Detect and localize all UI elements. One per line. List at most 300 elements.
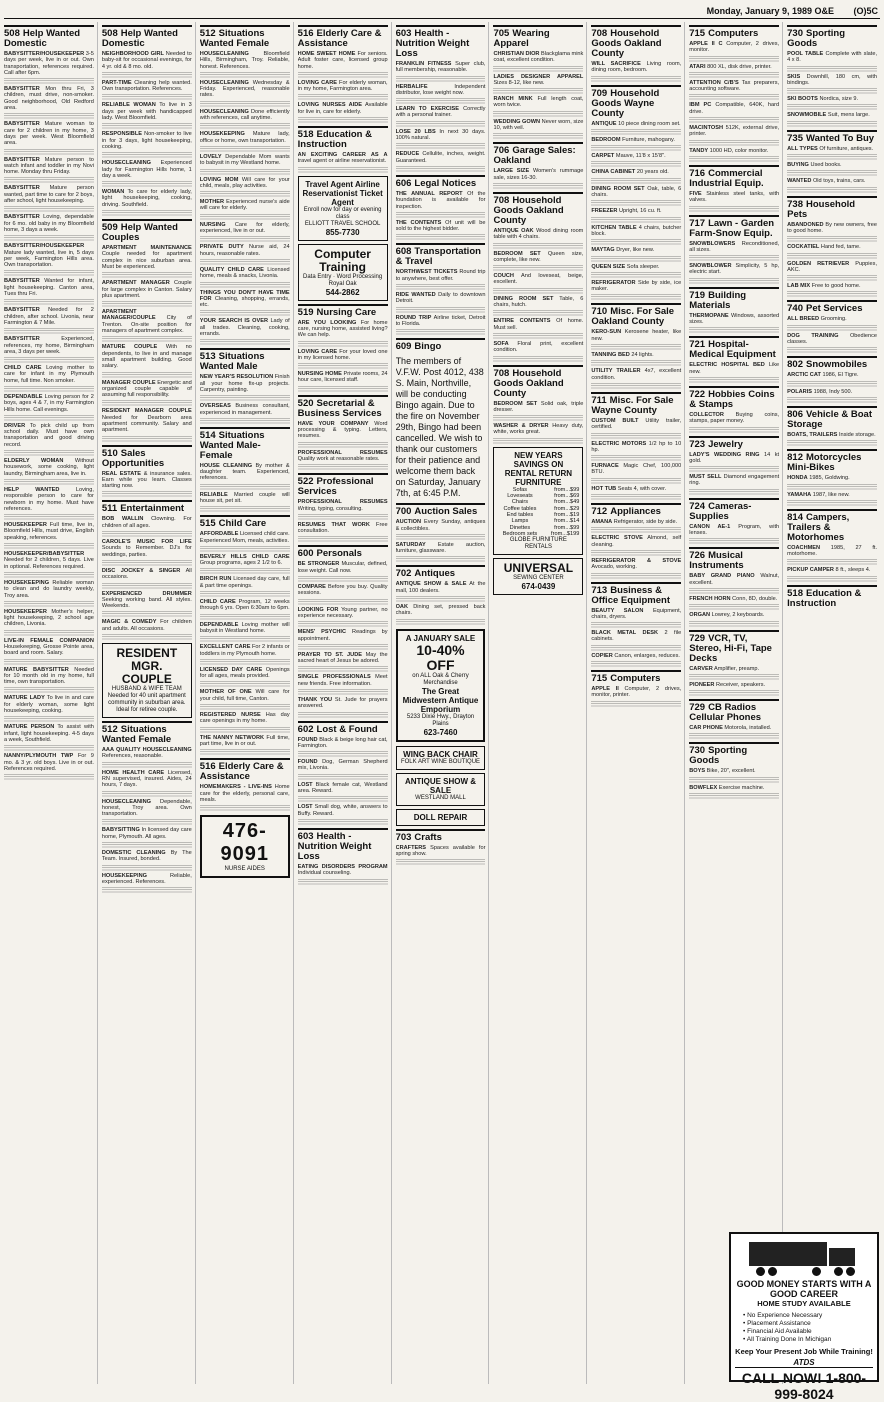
category-title: Help Wanted Domestic xyxy=(4,28,81,49)
category-number: 729 xyxy=(689,632,706,644)
category-heading xyxy=(689,287,779,311)
ad-body-lines xyxy=(493,288,583,294)
ad-lead: PART-TIME xyxy=(101,79,132,86)
category-number: 738 xyxy=(787,198,803,210)
category-number: 600 xyxy=(297,548,314,560)
issue-date: Monday, January 9, 1989 O&E xyxy=(706,6,834,16)
category-heading xyxy=(298,545,388,559)
classified-ad xyxy=(102,280,192,299)
ad-text: 8 ft., sleeps 4. xyxy=(835,567,871,574)
ad-body-lines xyxy=(689,72,779,78)
ad-text: City of Trenton. On-site position for managers of apartment complex. xyxy=(101,315,192,335)
classified-ad xyxy=(102,850,192,863)
ad-text: Heavy duty, white, works great. xyxy=(493,423,584,436)
ad-lead: ELECTRIC HOSPITAL BED xyxy=(689,362,765,369)
category-title: Motorcycles Mini-Bikes xyxy=(787,452,862,474)
ad-body-lines xyxy=(591,661,681,667)
ad-lead: BOATS, TRAILERS xyxy=(787,431,838,438)
ad-text: Quality work at reasonable rates. xyxy=(297,455,380,462)
ad-lead: NEIGHBORHOOD GIRL xyxy=(101,51,164,57)
ad-text: Bloomfield Hills, Birmingham, Troy. Reliable, honest. References. xyxy=(199,51,290,70)
ad-lead: FURNACE xyxy=(591,463,619,470)
classified-ad xyxy=(102,160,192,179)
ad-lead: HOUSEKEEPING xyxy=(199,131,245,138)
ad-lead: BEDROOM SET xyxy=(493,400,538,407)
classified-ad xyxy=(689,148,779,154)
ad-body-lines xyxy=(200,636,290,642)
ad-lead: MATURE COUPLE xyxy=(101,344,158,351)
atds-benefit: • Financial Aid Available xyxy=(743,1328,812,1335)
ad-body-lines xyxy=(591,383,681,389)
ad-lead: WILL SACRIFICE xyxy=(591,61,641,67)
category-number: 722 xyxy=(689,388,706,400)
ad-body-lines xyxy=(200,614,290,620)
classified-ad xyxy=(298,697,388,710)
antique-sale-ad xyxy=(396,629,486,742)
resident-title: RESIDENT MGR. COUPLE xyxy=(116,646,178,687)
category-title: Jewelry xyxy=(708,438,743,450)
category-title: Health - Nutrition Weight Loss xyxy=(395,28,470,59)
category-heading xyxy=(787,356,877,370)
classified-ad xyxy=(591,153,681,159)
ad-lead: THE NANNY NETWORK xyxy=(199,734,265,741)
ad-text: Home care for the elderly, personal care, meals. xyxy=(199,784,290,803)
classified-ad xyxy=(4,487,94,512)
ad-lead: REFRIGERATOR & STOVE xyxy=(591,557,682,564)
classified-ad xyxy=(298,102,388,115)
category-heading xyxy=(787,196,877,220)
show-ad xyxy=(396,773,486,806)
ad-text: Suit, mens large. xyxy=(827,112,870,119)
category-title: Wearing Apparel xyxy=(493,28,550,49)
universal-title: UNIVERSAL xyxy=(503,561,574,576)
ad-body-lines xyxy=(298,117,388,123)
ad-lead: HOUSEKEEPER xyxy=(4,522,47,529)
category-title: Computers xyxy=(708,28,759,39)
category-title: Hospital-Medical Equipment xyxy=(689,339,776,361)
classified-ad xyxy=(689,191,779,204)
ad-body-lines xyxy=(102,865,192,871)
ad-body-lines xyxy=(689,621,779,627)
ad-body-lines xyxy=(591,294,681,300)
ad-lead: SINGLE PROFESSIONALS xyxy=(297,674,371,681)
category-title: Misc. For Sale Oakland County xyxy=(591,306,675,328)
ad-text: Airline ticket, Detroit to Florida. xyxy=(395,314,486,327)
classified-ad xyxy=(102,591,192,610)
ad-text: Program, 12 weeks through 6 yrs. Open 6:30am to 6pm. xyxy=(199,599,290,612)
atds-benefits xyxy=(743,1312,865,1344)
category-title: Legal Notices xyxy=(414,177,477,189)
category-heading xyxy=(396,829,486,843)
category-number: 508 xyxy=(4,28,20,39)
ad-text: Simplicity, 5 hp, electric start. xyxy=(689,263,780,276)
ad-lead: COACHMEN xyxy=(787,544,821,551)
ad-body-lines xyxy=(689,377,779,383)
sale-address: 5233 Dixie Hwy., Drayton Plains xyxy=(406,713,475,727)
ad-text: Estate auction, furniture, glassware. xyxy=(395,541,486,555)
price-value: from...$199 xyxy=(551,530,580,537)
ad-lead: LIVE-IN FEMALE COMPANION xyxy=(4,637,94,644)
ad-text: Cleaning, shopping, errands, etc. xyxy=(199,295,290,309)
ad-body-lines xyxy=(591,217,681,223)
price-value: from...$99 xyxy=(554,486,580,493)
classified-ad xyxy=(591,186,681,199)
category-heading xyxy=(298,721,388,735)
ad-body-lines xyxy=(4,716,94,722)
category-heading xyxy=(298,395,388,419)
ad-body-lines xyxy=(102,181,192,187)
category-number: 509 xyxy=(101,222,118,234)
ad-body-lines xyxy=(396,596,486,602)
category-title: Misc. For Sale Wayne County xyxy=(591,394,674,416)
category-heading xyxy=(102,445,192,469)
classified-ad xyxy=(102,309,192,334)
classified-ad xyxy=(787,162,877,168)
ad-body-lines xyxy=(787,187,877,193)
ad-text: Mon thru Fri, 3 children, must drive, non-smoker. Good neighborhood, Old Redford area. xyxy=(4,86,94,112)
atds-benefit: • No Experience Necessary xyxy=(743,1312,823,1319)
classified-ad xyxy=(591,441,681,454)
ad-body-lines xyxy=(200,214,290,220)
category-heading xyxy=(298,25,388,49)
classified-ad xyxy=(591,61,681,74)
ad-body-lines xyxy=(591,145,681,151)
ad-lead: BABYSITTER xyxy=(4,307,40,314)
ad-text: Licensed child care. Experienced Mom, meals, activities. xyxy=(199,531,290,544)
ad-lead: AAA QUALITY HOUSECLEANING xyxy=(101,747,192,754)
ad-body-lines xyxy=(591,178,681,184)
ad-body-lines xyxy=(200,259,290,265)
category-title: Auction Sales xyxy=(414,506,478,518)
ad-lead: LADIES DESIGNER APPAREL xyxy=(493,73,584,80)
classified-ad xyxy=(787,261,877,274)
ad-text: Reliable woman to clean and do laundry weekly, Troy area. xyxy=(4,579,94,599)
ad-lead: THINGS YOU DON'T HAVE TIME FOR xyxy=(199,289,290,302)
ad-lead: LOSE 20 LBS xyxy=(395,128,436,135)
classified-ad xyxy=(4,638,94,657)
category-heading xyxy=(689,742,779,766)
category-title: Help Wanted Domestic xyxy=(101,28,178,49)
category-title: Help Wanted Couples xyxy=(101,222,178,244)
ad-text: Mature lady, office or home, own transportation. xyxy=(199,131,290,144)
ad-lead: SNOWBLOWER xyxy=(689,263,732,270)
ad-text: Full length coat, worn twice. xyxy=(493,96,584,109)
ad-lead: ATTENTION C/B'S xyxy=(689,79,739,86)
category-heading xyxy=(689,436,779,450)
ad-text: Full time, part time, live in or out. xyxy=(199,734,290,747)
category-title: Transportation & Travel xyxy=(395,246,481,268)
ad-text: By mother & daughter team. Experienced, references. xyxy=(199,462,290,482)
classified-ad xyxy=(200,689,290,702)
classified-ad xyxy=(102,380,192,399)
ad-text: Motorola, installed. xyxy=(724,725,772,732)
category-number: 511 xyxy=(101,503,118,515)
classified-ad xyxy=(787,545,877,558)
classified-ad xyxy=(298,629,388,642)
ad-text: Experienced lady for Farmington Hills home, 1 day a week. xyxy=(101,160,192,179)
price-item: Dinettes xyxy=(509,524,531,531)
ad-lead: AMANA xyxy=(591,519,613,526)
ad-text: Loving person for 2 boys, ages 4 & 7, in my Farmington Hills home. Call evenings. xyxy=(4,393,94,413)
classified-ad xyxy=(591,368,681,381)
classified-ad xyxy=(200,222,290,235)
ad-text: 3-5 days per week, live in or out. Own transportation, references required. Call after 6pm. xyxy=(4,51,94,76)
category-heading xyxy=(591,85,681,119)
category-number: 729 xyxy=(689,702,706,714)
ad-lead: BABYSITTER xyxy=(4,121,40,128)
ad-lead: COMPARE xyxy=(297,584,326,591)
classified-ad xyxy=(787,146,877,152)
ad-body-lines xyxy=(689,278,779,284)
ad-body-lines xyxy=(787,253,877,259)
ad-text: Utility trailer, certified. xyxy=(591,417,682,431)
classified-ad xyxy=(591,208,681,214)
ad-body-lines xyxy=(591,360,681,366)
classified-ad xyxy=(689,362,779,375)
ad-body-lines xyxy=(4,479,94,485)
ad-text: Queen size, complete, like new. xyxy=(493,250,584,263)
classified-ad xyxy=(493,401,583,414)
resident-sub: HUSBAND & WIFE TEAM xyxy=(111,686,182,693)
classified-column xyxy=(4,22,98,1384)
ad-text: And loveseat, beige, excellent. xyxy=(493,273,584,286)
category-number: 708 xyxy=(493,194,510,206)
classified-ad xyxy=(4,423,94,448)
ad-body-lines xyxy=(4,235,94,241)
resident-text: Needed for 40 unit apartment community in suburban area. Ideal for retiree couple. xyxy=(107,693,186,714)
ad-lead: POLARIS xyxy=(787,388,812,395)
ad-body-lines xyxy=(4,177,94,183)
category-title: Health - Nutrition Weight Loss xyxy=(297,830,372,862)
classified-ad xyxy=(200,554,290,567)
classified-ad xyxy=(787,96,877,102)
ad-text: Refrigerator, side by side. xyxy=(613,519,678,526)
category-title: Building Materials xyxy=(689,289,747,311)
ad-text: At the mall, 100 dealers. xyxy=(395,581,486,594)
ad-lead: HOUSEKEEPING xyxy=(4,579,50,586)
ad-lead: CUSTOM BUILT xyxy=(591,417,639,424)
classified-ad xyxy=(200,267,290,280)
ad-text: Dining set, pressed back chairs. xyxy=(395,604,486,617)
ad-lead: LADY'S WEDDING RING xyxy=(689,451,760,458)
classified-ad xyxy=(298,782,388,795)
ad-lead: THERMOPANE xyxy=(689,312,729,319)
category-heading xyxy=(689,386,779,410)
ad-text: Married couple will house sit, pet sit. xyxy=(199,491,290,504)
doll-ad xyxy=(396,809,486,826)
ad-text: To assist with infant, light housekeeping. 4-5 days a week, Southfield. xyxy=(4,724,94,743)
ad-lead: KERO-SUN xyxy=(591,329,622,336)
ad-lead: QUEEN SIZE xyxy=(591,263,626,270)
category-number: 515 xyxy=(199,518,216,530)
ad-text: Needed for 10 month old in my home, full time, own transportation. xyxy=(4,666,94,686)
ad-lead: PROFESSIONAL RESUMES xyxy=(297,499,388,506)
ad-text: Walnut, excellent. xyxy=(689,573,780,586)
ad-lead: PRIVATE DUTY xyxy=(199,244,244,251)
ad-body-lines xyxy=(200,506,290,512)
classified-ad xyxy=(591,608,681,621)
ad-text: Amplifier, preamp. xyxy=(714,665,760,672)
ad-text: 800 XL, disk drive, printer. xyxy=(707,63,772,70)
ad-body-lines xyxy=(591,573,681,579)
ad-body-lines xyxy=(787,236,877,242)
ad-lead: HOUSECLEANING xyxy=(199,79,249,86)
classified-ad xyxy=(102,189,192,208)
ad-text: Will care for your child, meals, play activities. xyxy=(199,176,290,189)
category-number: 812 xyxy=(787,452,803,464)
ad-text: Needed to baby-sit for occasional evenings, for 4 yr. old & 8 mo. old. xyxy=(101,51,192,70)
ad-lead: ALL BREED xyxy=(787,316,820,323)
classified-ad xyxy=(591,463,681,476)
category-number: 711 xyxy=(591,394,607,406)
ad-lead: CAR PHONE xyxy=(689,725,723,732)
ad-text: Stainless steel tanks, with valves. xyxy=(689,190,780,204)
classified-ad xyxy=(102,568,192,581)
category-number: 703 xyxy=(395,831,412,843)
ad-lead: BABY GRAND PIANO xyxy=(689,573,755,580)
classified-ad xyxy=(493,251,583,264)
category-number: 717 xyxy=(689,217,706,229)
ad-lead: DRIVER xyxy=(4,422,26,429)
ad-lead: HOMEMAKERS - LIVE-INS xyxy=(199,784,272,791)
ad-lead: EATING DISORDERS PROGRAM xyxy=(297,863,388,870)
classified-ad xyxy=(4,695,94,714)
atds-benefit: • Placement Assistance xyxy=(743,1320,811,1327)
ad-text: Needed for 2 children, 5 days. Live in optional. References required. xyxy=(4,557,94,570)
ad-lead: COCKATIEL xyxy=(787,244,820,251)
classified-ad xyxy=(298,152,388,165)
ad-text: 24 lights. xyxy=(631,352,654,359)
ad-body-lines xyxy=(4,415,94,421)
ad-text: Meet new friends. Free information. xyxy=(297,674,388,687)
ad-text: 1987, like new. xyxy=(812,491,850,498)
category-title: CB Radios Cellular Phones xyxy=(689,702,762,724)
ad-text: In licensed day care home, Plymouth. All ages. xyxy=(101,827,192,840)
classified-ad xyxy=(787,475,877,481)
ad-body-lines xyxy=(298,796,388,802)
travel-phone: 855-7730 xyxy=(325,227,360,237)
ad-body-lines xyxy=(787,66,877,72)
ad-body-lines xyxy=(787,291,877,297)
ad-lead: BE STRONGER xyxy=(297,561,340,568)
classified-ad xyxy=(591,519,681,525)
ad-body-lines xyxy=(689,117,779,123)
ad-body-lines xyxy=(102,887,192,893)
category-heading xyxy=(396,243,486,267)
ad-lead: QUALITY CHILD CARE xyxy=(199,266,264,273)
ad-lead: REDUCE xyxy=(395,151,420,158)
classified-ad xyxy=(787,74,877,87)
ad-body-lines xyxy=(200,236,290,242)
classified-ad xyxy=(298,522,388,535)
classified-ad xyxy=(787,372,877,378)
ad-lead: BABYSITTER/HOUSEKEEPER xyxy=(4,51,85,57)
ad-body-lines xyxy=(4,687,94,693)
ad-lead: MUST SELL xyxy=(689,474,722,481)
ad-lead: DINING ROOM SET xyxy=(591,185,645,192)
ad-lead: HONDA xyxy=(787,475,808,482)
ad-text: Black & beige long hair cat, Farmington. xyxy=(297,736,388,749)
category-number: 726 xyxy=(689,550,706,562)
ad-text: Readings by appointment. xyxy=(297,629,388,642)
ad-text: 512K, external drive, printer. xyxy=(689,125,780,138)
category-number: 602 xyxy=(297,723,314,735)
ad-lead: BEDROOM xyxy=(591,136,621,143)
ad-body-lines xyxy=(591,622,681,628)
ad-lead: TANDY xyxy=(689,147,709,154)
ad-body-lines xyxy=(396,619,486,625)
classified-ad xyxy=(200,531,290,544)
ad-text: To pick child up from school daily. Must have own transportation and good driving record. xyxy=(4,422,94,448)
ad-body-lines xyxy=(4,630,94,636)
doll-title: DOLL REPAIR xyxy=(413,812,468,822)
ad-body-lines xyxy=(298,666,388,672)
ad-lead: LARGE SIZE xyxy=(493,168,530,175)
ad-body-lines xyxy=(591,344,681,350)
ad-text: Sounds to Remember. DJ's for weddings, parties. xyxy=(101,545,192,558)
ad-body-lines xyxy=(787,484,877,490)
ad-body-lines xyxy=(689,777,779,783)
atds-phone: CALL NOW! 1-800-999-8024 xyxy=(735,1367,873,1402)
ad-text: Side by side, ice maker. xyxy=(591,279,682,293)
ad-text: Licensed day care, full & part time openings. xyxy=(199,576,290,589)
classified-ad xyxy=(396,292,486,305)
ad-text: Private rooms, 24 hour care, licensed staff. xyxy=(297,371,388,384)
ad-text: Correctly with a personal trainer. xyxy=(395,106,486,119)
ad-body-lines xyxy=(4,745,94,751)
category-title: Professional Services xyxy=(297,476,374,498)
ad-text: Seats 4, with cover. xyxy=(617,485,667,492)
classified-ad xyxy=(396,581,486,594)
ad-body-lines xyxy=(298,774,388,780)
price-item: Coffee tables xyxy=(503,505,537,512)
category-heading xyxy=(102,25,192,49)
ad-lead: HOME SWEET HOME xyxy=(297,51,356,57)
classified-ad xyxy=(591,418,681,431)
ad-lead: TANNING BED xyxy=(591,352,630,359)
classified-ad xyxy=(4,551,94,570)
ad-text: Lady of all trades. Cleaning, cooking, errands. xyxy=(199,318,290,338)
category-title: Situations Wanted Female xyxy=(101,724,172,746)
ad-body-lines xyxy=(787,325,877,331)
category-title: Hobbies Coins & Stamps xyxy=(689,388,775,410)
ad-text: Grooming. xyxy=(820,316,847,323)
ad-text: Openings for all ages, meals provided. xyxy=(199,666,290,680)
ad-text: 1988, Indy 500. xyxy=(813,388,853,395)
category-number: 520 xyxy=(297,397,314,409)
resident-ad xyxy=(102,643,192,718)
ad-body-lines xyxy=(298,689,388,695)
ad-body-lines xyxy=(591,527,681,533)
classified-ad xyxy=(689,573,779,586)
ad-body-lines xyxy=(102,152,192,158)
ad-body-lines xyxy=(200,704,290,710)
category-title: Situations Wanted Male xyxy=(199,351,265,373)
category-heading xyxy=(493,365,583,399)
category-heading xyxy=(102,219,192,243)
ad-lead: BOB WALLIN xyxy=(101,516,144,523)
travel-ad xyxy=(298,176,388,241)
category-number: 512 xyxy=(199,28,216,39)
category-heading xyxy=(591,303,681,327)
ad-text: Oak, table, 6 chairs. xyxy=(591,185,682,199)
classified-ad xyxy=(4,724,94,743)
classified-ad xyxy=(787,432,877,438)
ad-text: Of the foundation is available for inspection. xyxy=(395,190,486,210)
ad-body-lines xyxy=(396,121,486,127)
classified-column xyxy=(298,22,392,1384)
ad-text: Independent distributor, lose weight now. xyxy=(395,83,486,96)
